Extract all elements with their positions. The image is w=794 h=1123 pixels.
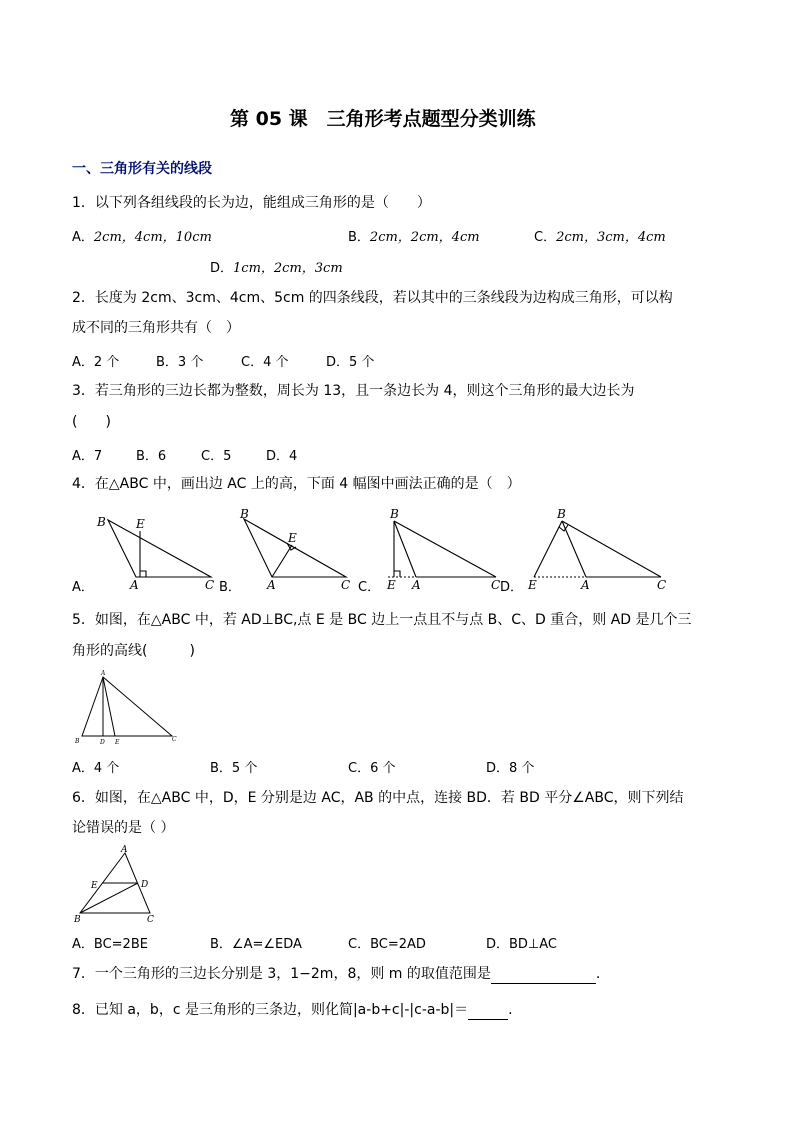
- label-d: D: [100, 739, 105, 746]
- q4-figure-c: [380, 505, 505, 590]
- option-text: 1cm，2cm，3cm: [233, 261, 343, 276]
- option-letter: B．: [348, 230, 370, 245]
- question-7: [72, 964, 600, 984]
- question-7-end: .: [595, 966, 601, 982]
- label-e: E: [288, 531, 297, 545]
- q4-figure-a: [94, 510, 224, 590]
- label-c: C: [341, 578, 351, 592]
- q3-option-d: D．4: [266, 449, 298, 464]
- question-8-end: .: [508, 1002, 513, 1018]
- q6-option-a: A．BC=2BE: [72, 937, 148, 952]
- label-e: E: [115, 739, 120, 746]
- option-text: 2cm，2cm，4cm: [369, 230, 480, 245]
- question-2-line-1: 2．长度为 2cm、3cm、4cm、5cm 的四条线段，若以其中的三条线段为边构成三角形，可以构: [72, 290, 673, 306]
- option-text: 2cm，3cm，4cm: [556, 230, 666, 245]
- q1-option-c: [534, 226, 666, 245]
- question-1-stem: 1．以下列各组线段的长为边，能组成三角形的是（ ）: [72, 195, 431, 211]
- answer-blank[interactable]: [468, 1004, 508, 1020]
- question-6-line-1: 6．如图，在△ABC 中，D，E 分别是边 AC，AB 的中点，连接 BD．若 BD 平分∠ABC，则下列结: [72, 790, 684, 806]
- question-7-stem: 7．一个三角形的三边长分别是 3，1−2m，8，则 m 的取值范围是: [72, 966, 491, 982]
- option-letter: C．: [534, 230, 557, 245]
- q5-option-b: B．5 个: [210, 761, 258, 776]
- q1-option-d: [210, 257, 343, 276]
- label-b: B: [240, 507, 249, 521]
- q4-option-d: D．: [500, 580, 524, 595]
- label-c: C: [205, 578, 215, 592]
- q4-figure-b: [236, 505, 356, 590]
- label-e: E: [136, 517, 145, 531]
- q4-option-b: B．: [219, 580, 241, 595]
- q2-option-b: B．3 个: [156, 355, 204, 370]
- answer-blank[interactable]: [491, 968, 596, 984]
- option-letter: A．: [72, 230, 94, 245]
- question-4-stem: 4．在△ABC 中，画出边 AC 上的高，下面 4 幅图中画法正确的是（ ）: [72, 476, 521, 492]
- question-8-stem: 8．已知 a，b，c 是三角形的三条边，则化简|a-b+c|-|c-a-b|＝: [72, 1002, 469, 1018]
- q2-option-d: D．5 个: [326, 355, 375, 370]
- q3-option-c: C．5: [201, 449, 232, 464]
- q6-option-b: B．∠A=∠EDA: [210, 937, 302, 952]
- option-letter: D．: [210, 261, 234, 276]
- question-3-line-2: ( ): [72, 414, 111, 430]
- label-d: D: [141, 880, 149, 890]
- question-6-line-2: 论错误的是（ ）: [72, 820, 175, 836]
- option-text: 2cm，4cm，10cm: [93, 230, 212, 245]
- label-a: A: [101, 670, 106, 677]
- q6-option-c: C．BC=2AD: [348, 937, 426, 952]
- label-e: E: [91, 881, 98, 891]
- label-a: A: [267, 578, 276, 592]
- label-c: C: [147, 915, 154, 925]
- label-e: E: [528, 578, 537, 592]
- label-e: E: [387, 578, 396, 592]
- q5-option-c: C．6 个: [348, 761, 396, 776]
- label-c: C: [172, 736, 177, 743]
- q4-option-c: C．: [358, 580, 381, 595]
- q4-figure-d: [518, 505, 670, 590]
- q5-figure: [72, 668, 182, 748]
- label-b: B: [390, 507, 399, 521]
- question-5-line-2: 角形的高线( ): [72, 643, 195, 659]
- label-c: C: [491, 578, 501, 592]
- label-a: A: [581, 578, 590, 592]
- q6-figure: [72, 843, 167, 928]
- label-a: A: [130, 578, 139, 592]
- question-2-line-2: 成不同的三角形共有（ ）: [72, 320, 240, 336]
- label-b: B: [97, 515, 106, 529]
- question-3-line-1: 3．若三角形的三边长都为整数，周长为 13，且一条边长为 4，则这个三角形的最大边长为: [72, 383, 635, 399]
- q5-option-a: A．4 个: [72, 761, 120, 776]
- q2-option-a: A．2 个: [72, 355, 120, 370]
- q5-option-d: D．8 个: [486, 761, 535, 776]
- section-heading: 一、三角形有关的线段: [72, 161, 212, 177]
- q3-option-a: A．7: [72, 449, 103, 464]
- label-c: C: [657, 578, 667, 592]
- label-a: A: [412, 578, 421, 592]
- q6-option-d: D．BD⊥AC: [486, 937, 558, 952]
- label-b: B: [74, 915, 81, 925]
- q4-option-a: A．: [72, 580, 94, 595]
- q1-option-a: [72, 226, 212, 245]
- q3-option-b: B．6: [136, 449, 167, 464]
- q1-option-b: [348, 226, 480, 245]
- label-b: B: [557, 507, 566, 521]
- label-b: B: [75, 738, 80, 745]
- question-8: [72, 1000, 513, 1020]
- page-title: 第 05 课 三角形考点题型分类训练: [230, 108, 536, 130]
- question-5-line-1: 5．如图，在△ABC 中，若 AD⊥BC,点 E 是 BC 边上一点且不与点 B、C、D 重合，则 AD 是几个三: [72, 612, 692, 628]
- q2-option-c: C．4 个: [241, 355, 289, 370]
- label-a: A: [121, 845, 128, 855]
